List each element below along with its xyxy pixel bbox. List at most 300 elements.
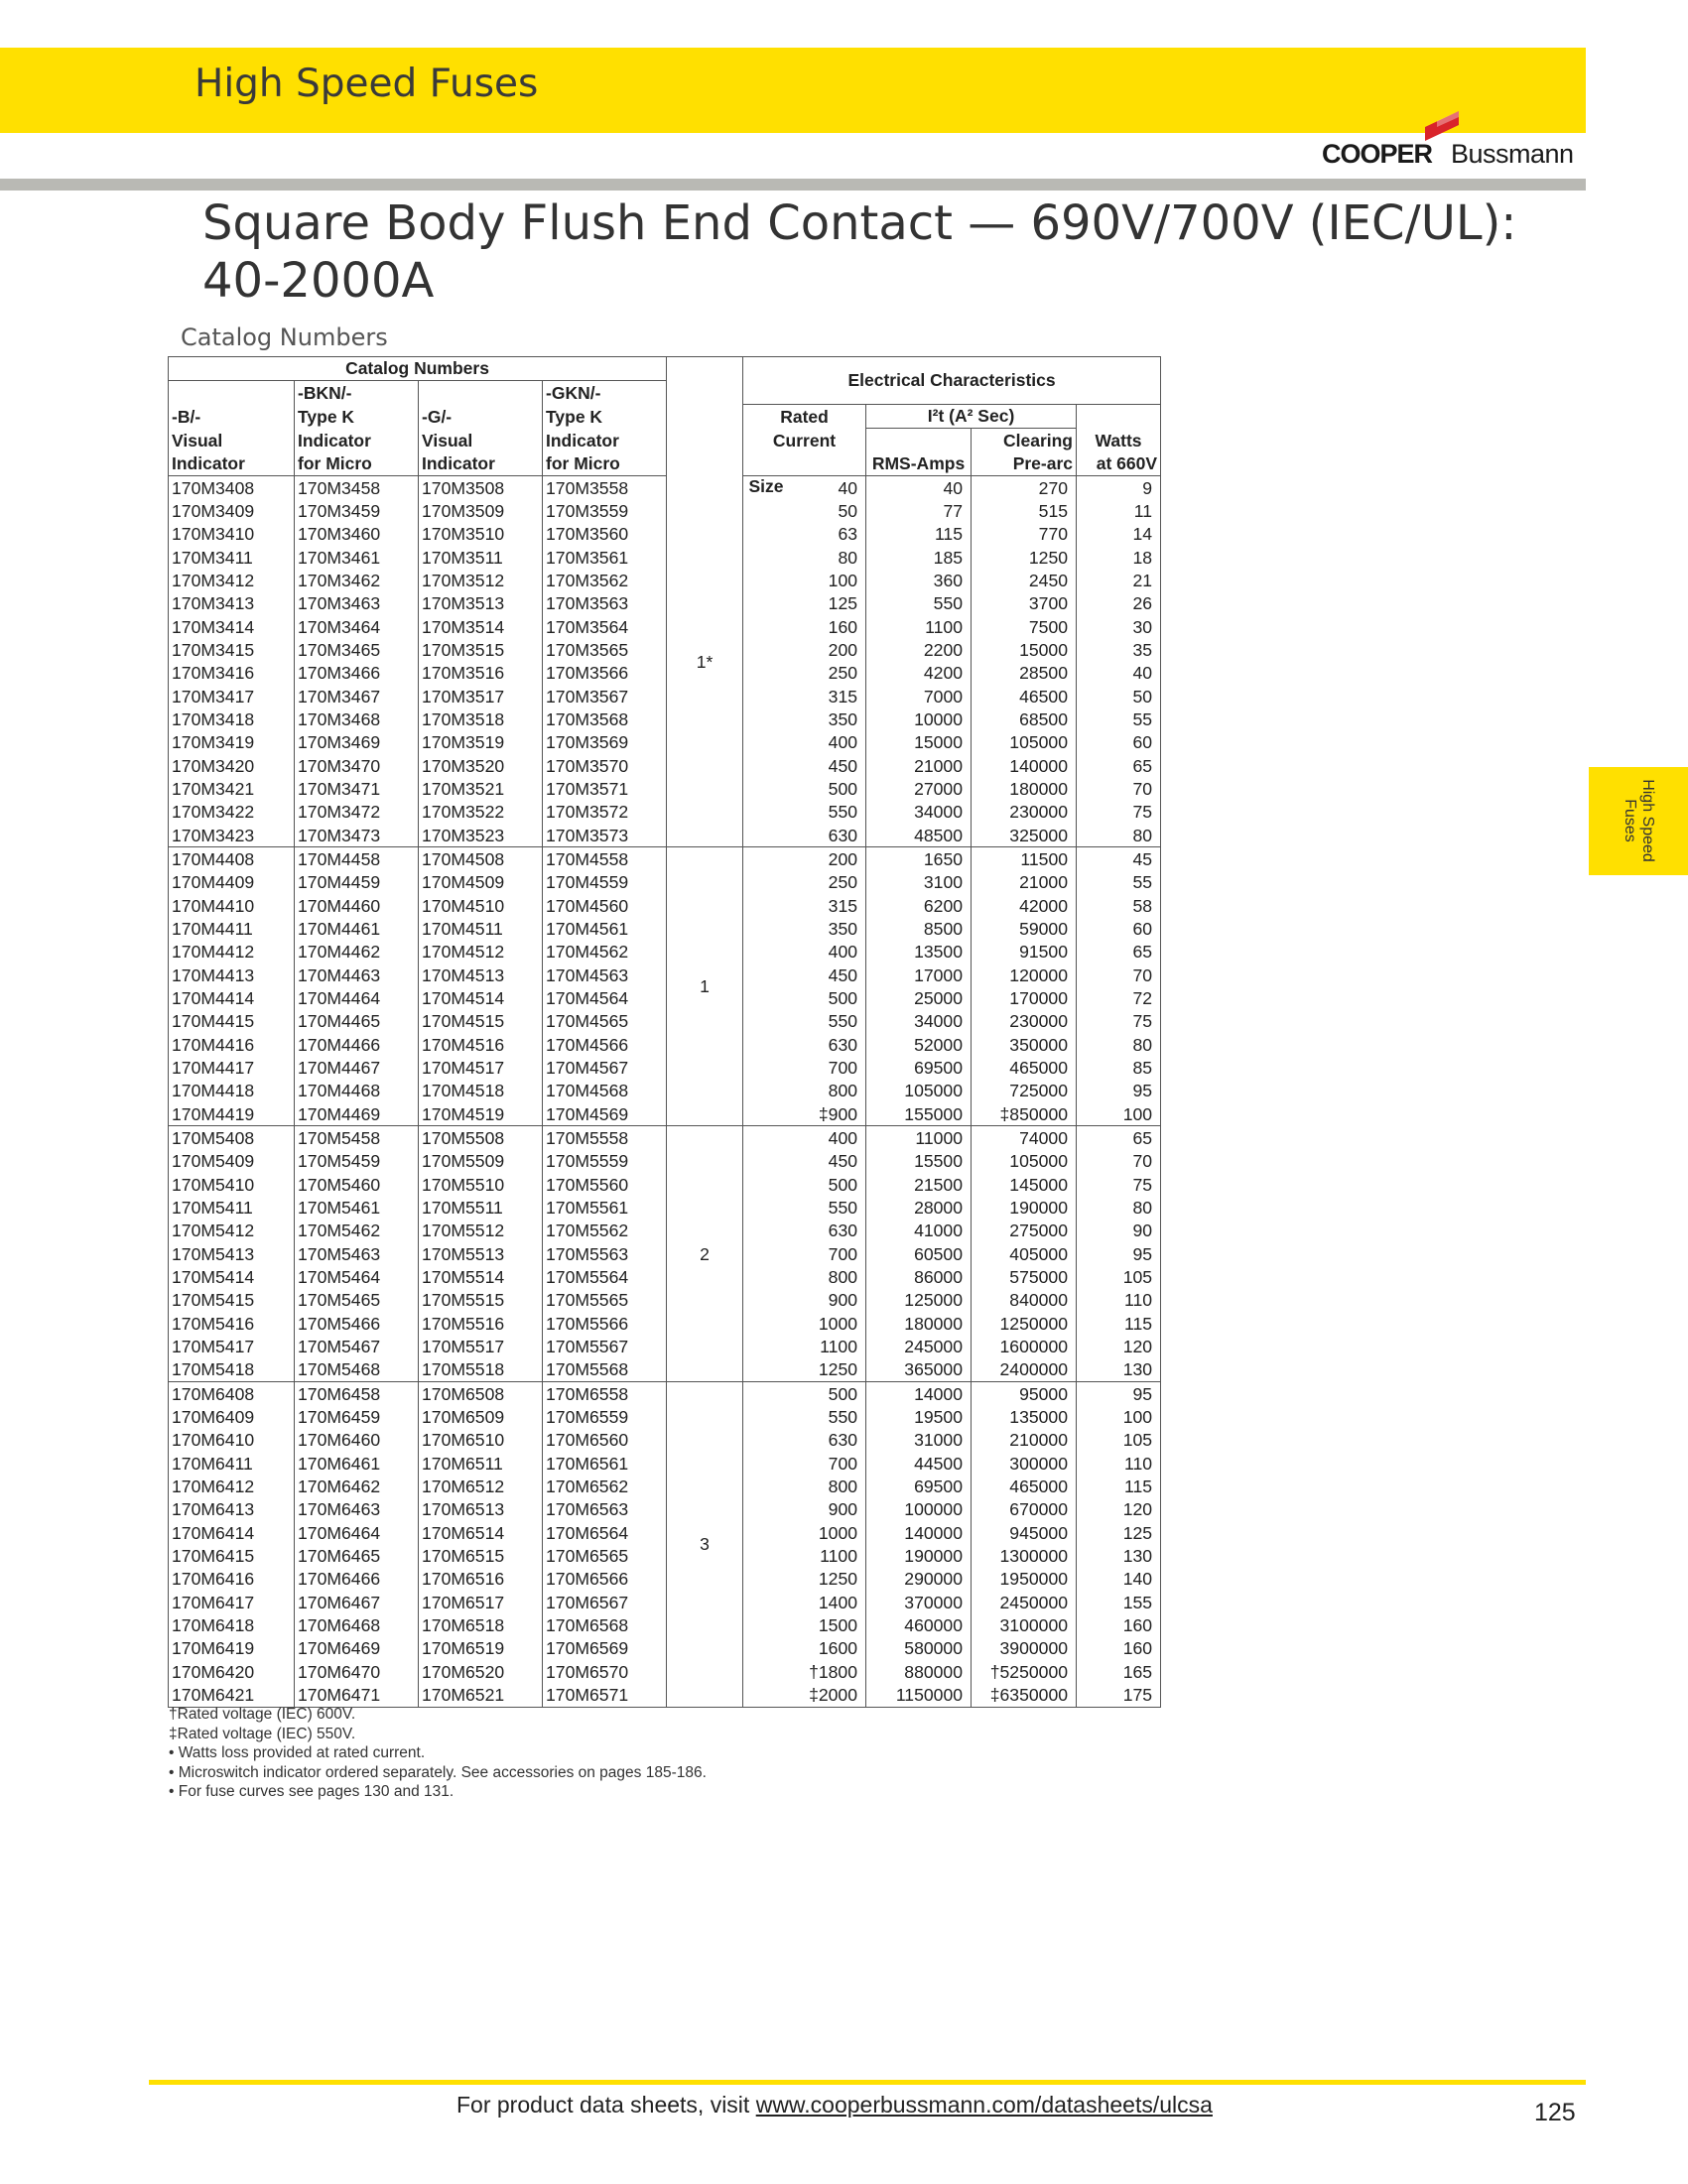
cat-bkn-cell: 170M6458 — [295, 1381, 419, 1405]
table-row — [169, 546, 1161, 569]
prearc-cell: 17000 — [866, 964, 972, 986]
cooper-bussmann-logo — [1322, 107, 1588, 173]
watts-loss-cell: 110 — [1077, 1452, 1161, 1475]
rated-current-cell: †1800 — [743, 1660, 866, 1683]
cat-g-cell: 170M3522 — [419, 801, 543, 824]
table-row — [169, 917, 1161, 940]
header-bkn-line-2: Type K — [295, 405, 419, 429]
prearc-cell: 34000 — [866, 801, 972, 824]
cat-g-cell: 170M6510 — [419, 1429, 543, 1452]
cat-bkn-cell: 170M5467 — [295, 1335, 419, 1357]
cat-b-cell: 170M6412 — [169, 1475, 295, 1497]
cat-gkn-cell: 170M6570 — [543, 1660, 667, 1683]
prearc-cell: 1100 — [866, 615, 972, 638]
cat-bkn-cell: 170M6462 — [295, 1475, 419, 1497]
cat-g-cell: 170M3514 — [419, 615, 543, 638]
table-row — [169, 1568, 1161, 1591]
clearing-cell: 1950000 — [972, 1568, 1077, 1591]
cat-g-cell: 170M6509 — [419, 1405, 543, 1428]
cat-b-cell: 170M5414 — [169, 1265, 295, 1288]
cat-gkn-cell: 170M3565 — [543, 638, 667, 661]
clearing-cell: 21000 — [972, 871, 1077, 894]
cat-b-cell: 170M6418 — [169, 1613, 295, 1636]
cat-g-cell: 170M5515 — [419, 1289, 543, 1312]
clearing-cell: 275000 — [972, 1220, 1077, 1242]
rated-current-cell: 80 — [743, 546, 866, 569]
clearing-cell: 3100000 — [972, 1613, 1077, 1636]
footnote: ‡Rated voltage (IEC) 550V. — [169, 1725, 356, 1742]
cat-gkn-cell: 170M4566 — [543, 1033, 667, 1056]
table-row — [169, 1405, 1161, 1428]
prearc-cell: 185 — [866, 546, 972, 569]
footnote: †Rated voltage (IEC) 600V. — [169, 1706, 356, 1723]
prearc-cell: 115 — [866, 523, 972, 546]
watts-loss-cell: 95 — [1077, 1381, 1161, 1405]
clearing-cell: 180000 — [972, 777, 1077, 800]
prearc-cell: 3100 — [866, 871, 972, 894]
cat-gkn-cell: 170M3573 — [543, 824, 667, 847]
cat-bkn-cell: 170M3465 — [295, 638, 419, 661]
cat-g-cell: 170M6511 — [419, 1452, 543, 1475]
watts-loss-cell: 100 — [1077, 1405, 1161, 1428]
clearing-cell: ‡850000 — [972, 1102, 1077, 1126]
cat-g-cell: 170M3511 — [419, 546, 543, 569]
clearing-cell: 190000 — [972, 1196, 1077, 1219]
cat-gkn-cell: 170M3559 — [543, 499, 667, 522]
table-body — [169, 476, 1161, 1707]
watts-loss-cell: 120 — [1077, 1335, 1161, 1357]
cat-gkn-cell: 170M4563 — [543, 964, 667, 986]
rated-current-cell: 1400 — [743, 1591, 866, 1613]
header-gkn-line-1: -GKN/- — [543, 381, 667, 405]
cat-g-cell: 170M4515 — [419, 1010, 543, 1033]
rated-current-cell: 350 — [743, 707, 866, 730]
rated-current-cell: 100 — [743, 569, 866, 591]
prearc-cell: 880000 — [866, 1660, 972, 1683]
cat-g-cell: 170M6513 — [419, 1498, 543, 1521]
logo-bussmann-text: Bussmann — [1451, 139, 1574, 169]
table-row — [169, 1220, 1161, 1242]
cat-bkn-cell: 170M6470 — [295, 1660, 419, 1683]
clearing-cell: 770 — [972, 523, 1077, 546]
cat-b-cell: 170M5408 — [169, 1126, 295, 1150]
header-watts-line-1: Watts — [1077, 429, 1161, 452]
cat-g-cell: 170M6520 — [419, 1660, 543, 1683]
prearc-cell: 125000 — [866, 1289, 972, 1312]
cat-bkn-cell: 170M4459 — [295, 871, 419, 894]
clearing-cell: 270 — [972, 476, 1077, 500]
prearc-cell: 14000 — [866, 1381, 972, 1405]
table-row — [169, 1056, 1161, 1079]
rated-current-cell: 900 — [743, 1289, 866, 1312]
cat-g-cell: 170M3520 — [419, 754, 543, 777]
cat-g-cell: 170M3516 — [419, 662, 543, 685]
cat-bkn-cell: 170M5460 — [295, 1173, 419, 1196]
table-row — [169, 1358, 1161, 1382]
cat-gkn-cell: 170M5564 — [543, 1265, 667, 1288]
table-row — [169, 1126, 1161, 1150]
cat-g-cell: 170M3512 — [419, 569, 543, 591]
footnotes — [169, 1705, 707, 1802]
table-row — [169, 523, 1161, 546]
table-row — [169, 801, 1161, 824]
table-row — [169, 847, 1161, 871]
watts-loss-cell: 55 — [1077, 707, 1161, 730]
clearing-cell: 140000 — [972, 754, 1077, 777]
prearc-cell: 19500 — [866, 1405, 972, 1428]
prearc-cell: 11000 — [866, 1126, 972, 1150]
prearc-cell: 34000 — [866, 1010, 972, 1033]
cat-bkn-cell: 170M3469 — [295, 731, 419, 754]
cat-gkn-cell: 170M4560 — [543, 894, 667, 917]
cat-gkn-cell: 170M6567 — [543, 1591, 667, 1613]
rated-current-cell: 500 — [743, 1381, 866, 1405]
cat-b-cell: 170M3416 — [169, 662, 295, 685]
clearing-cell: 325000 — [972, 824, 1077, 847]
cat-gkn-cell: 170M4564 — [543, 986, 667, 1009]
watts-loss-cell: 35 — [1077, 638, 1161, 661]
cat-gkn-cell: 170M3570 — [543, 754, 667, 777]
rated-current-cell: 315 — [743, 685, 866, 707]
cat-b-cell: 170M3419 — [169, 731, 295, 754]
table-row — [169, 1591, 1161, 1613]
cat-bkn-cell: 170M6461 — [295, 1452, 419, 1475]
clearing-cell: 300000 — [972, 1452, 1077, 1475]
cat-gkn-cell: 170M4558 — [543, 847, 667, 871]
cat-b-cell: 170M6416 — [169, 1568, 295, 1591]
cat-bkn-cell: 170M6469 — [295, 1637, 419, 1660]
table-row — [169, 964, 1161, 986]
cat-bkn-cell: 170M3467 — [295, 685, 419, 707]
cat-b-cell: 170M3414 — [169, 615, 295, 638]
cat-gkn-cell: 170M3558 — [543, 476, 667, 500]
clearing-cell: 465000 — [972, 1056, 1077, 1079]
cat-gkn-cell: 170M5565 — [543, 1289, 667, 1312]
prearc-cell: 1650 — [866, 847, 972, 871]
watts-loss-cell: 80 — [1077, 1196, 1161, 1219]
prearc-cell: 28000 — [866, 1196, 972, 1219]
cat-g-cell: 170M6508 — [419, 1381, 543, 1405]
cat-b-cell: 170M3412 — [169, 569, 295, 591]
cat-bkn-cell: 170M5462 — [295, 1220, 419, 1242]
cat-g-cell: 170M6519 — [419, 1637, 543, 1660]
cat-bkn-cell: 170M4468 — [295, 1080, 419, 1102]
clearing-cell: 105000 — [972, 1150, 1077, 1173]
header-g-line-1: -G/- — [419, 405, 543, 429]
table-row — [169, 941, 1161, 964]
rated-current-cell: 250 — [743, 871, 866, 894]
cat-b-cell: 170M3409 — [169, 499, 295, 522]
clearing-cell: 105000 — [972, 731, 1077, 754]
table-row — [169, 1173, 1161, 1196]
cat-b-cell: 170M6420 — [169, 1660, 295, 1683]
watts-loss-cell: 75 — [1077, 1010, 1161, 1033]
cat-gkn-cell: 170M4567 — [543, 1056, 667, 1079]
watts-loss-cell: 80 — [1077, 824, 1161, 847]
cat-g-cell: 170M6514 — [419, 1521, 543, 1544]
header-rated-line-3: RMS-Amps — [866, 452, 972, 476]
watts-loss-cell: 72 — [1077, 986, 1161, 1009]
watts-loss-cell: 175 — [1077, 1683, 1161, 1707]
cat-bkn-cell: 170M5458 — [295, 1126, 419, 1150]
table-row — [169, 1010, 1161, 1033]
cat-gkn-cell: 170M5558 — [543, 1126, 667, 1150]
watts-loss-cell: 155 — [1077, 1591, 1161, 1613]
cat-g-cell: 170M4516 — [419, 1033, 543, 1056]
watts-loss-cell: 26 — [1077, 592, 1161, 615]
cat-g-cell: 170M3519 — [419, 731, 543, 754]
rated-current-cell: 1250 — [743, 1358, 866, 1382]
prearc-cell: 365000 — [866, 1358, 972, 1382]
cat-b-cell: 170M4418 — [169, 1080, 295, 1102]
prearc-cell: 245000 — [866, 1335, 972, 1357]
cat-bkn-cell: 170M3468 — [295, 707, 419, 730]
cat-b-cell: 170M4411 — [169, 917, 295, 940]
cat-gkn-cell: 170M5568 — [543, 1358, 667, 1382]
watts-loss-cell: 130 — [1077, 1544, 1161, 1567]
watts-loss-cell: 110 — [1077, 1289, 1161, 1312]
table-row — [169, 638, 1161, 661]
cat-bkn-cell: 170M6468 — [295, 1613, 419, 1636]
cat-b-cell: 170M3420 — [169, 754, 295, 777]
rated-current-cell: 1000 — [743, 1312, 866, 1335]
cat-b-cell: 170M4413 — [169, 964, 295, 986]
cat-b-cell: 170M3415 — [169, 638, 295, 661]
table-row — [169, 1335, 1161, 1357]
cat-gkn-cell: 170M6561 — [543, 1452, 667, 1475]
prearc-cell: 69500 — [866, 1475, 972, 1497]
header-b-line-1: -B/- — [169, 405, 295, 429]
cat-bkn-cell: 170M5461 — [295, 1196, 419, 1219]
prearc-cell: 77 — [866, 499, 972, 522]
side-tab-line-2: Fuses — [1622, 799, 1638, 842]
rated-current-cell: 315 — [743, 894, 866, 917]
cat-b-cell: 170M6408 — [169, 1381, 295, 1405]
cat-bkn-cell: 170M6459 — [295, 1405, 419, 1428]
header-clearing-line-1: Clearing — [972, 429, 1077, 452]
cat-bkn-cell: 170M6465 — [295, 1544, 419, 1567]
cat-gkn-cell: 170M5560 — [543, 1173, 667, 1196]
cat-gkn-cell: 170M5562 — [543, 1220, 667, 1242]
cat-g-cell: 170M3509 — [419, 499, 543, 522]
logo-mark-icon — [1419, 107, 1459, 141]
cat-gkn-cell: 170M6568 — [543, 1613, 667, 1636]
cat-b-cell: 170M4419 — [169, 1102, 295, 1126]
cat-b-cell: 170M3421 — [169, 777, 295, 800]
prearc-cell: 360 — [866, 569, 972, 591]
watts-loss-cell: 60 — [1077, 917, 1161, 940]
cat-b-cell: 170M5413 — [169, 1242, 295, 1265]
rated-current-cell: 1000 — [743, 1521, 866, 1544]
cat-bkn-cell: 170M5465 — [295, 1289, 419, 1312]
rated-current-cell: 500 — [743, 986, 866, 1009]
rated-current-cell: 400 — [743, 941, 866, 964]
cat-b-cell: 170M3422 — [169, 801, 295, 824]
cat-bkn-cell: 170M5464 — [295, 1265, 419, 1288]
cat-gkn-cell: 170M4561 — [543, 917, 667, 940]
watts-loss-cell: 95 — [1077, 1242, 1161, 1265]
rated-current-cell: 630 — [743, 1033, 866, 1056]
cat-b-cell: 170M5411 — [169, 1196, 295, 1219]
side-tab-label — [1621, 779, 1656, 862]
cat-g-cell: 170M4517 — [419, 1056, 543, 1079]
header-clearing-line-2: at 660V — [1077, 452, 1161, 476]
clearing-cell: 515 — [972, 499, 1077, 522]
cat-bkn-cell: 170M4469 — [295, 1102, 419, 1126]
rated-current-cell: 400 — [743, 1126, 866, 1150]
cat-b-cell: 170M6421 — [169, 1683, 295, 1707]
clearing-cell: 405000 — [972, 1242, 1077, 1265]
prearc-cell: 140000 — [866, 1521, 972, 1544]
prearc-cell: 6200 — [866, 894, 972, 917]
cat-g-cell: 170M5514 — [419, 1265, 543, 1288]
table-row — [169, 1242, 1161, 1265]
cat-gkn-cell: 170M6558 — [543, 1381, 667, 1405]
cat-gkn-cell: 170M3560 — [543, 523, 667, 546]
prearc-cell: 40 — [866, 476, 972, 500]
cat-gkn-cell: 170M6565 — [543, 1544, 667, 1567]
cat-g-cell: 170M4519 — [419, 1102, 543, 1126]
footer-divider — [149, 2080, 1586, 2085]
watts-loss-cell: 100 — [1077, 1102, 1161, 1126]
watts-loss-cell: 165 — [1077, 1660, 1161, 1683]
clearing-cell: 2450 — [972, 569, 1077, 591]
prearc-cell: 21000 — [866, 754, 972, 777]
cat-gkn-cell: 170M3568 — [543, 707, 667, 730]
prearc-cell: 27000 — [866, 777, 972, 800]
clearing-cell: 840000 — [972, 1289, 1077, 1312]
table-row — [169, 894, 1161, 917]
clearing-cell: 46500 — [972, 685, 1077, 707]
cat-bkn-cell: 170M4461 — [295, 917, 419, 940]
prearc-cell: 2200 — [866, 638, 972, 661]
banner-title: High Speed Fuses — [195, 62, 539, 106]
prearc-cell: 460000 — [866, 1613, 972, 1636]
prearc-cell: 100000 — [866, 1498, 972, 1521]
table-row — [169, 1521, 1161, 1544]
cat-b-cell: 170M4408 — [169, 847, 295, 871]
prearc-cell: 21500 — [866, 1173, 972, 1196]
table-row — [169, 1312, 1161, 1335]
cat-bkn-cell: 170M4464 — [295, 986, 419, 1009]
watts-loss-cell: 120 — [1077, 1498, 1161, 1521]
clearing-cell: 1600000 — [972, 1335, 1077, 1357]
rated-current-cell: 125 — [743, 592, 866, 615]
rated-current-cell: 700 — [743, 1452, 866, 1475]
table-row — [169, 871, 1161, 894]
cat-gkn-cell: 170M6563 — [543, 1498, 667, 1521]
rated-current-cell: 550 — [743, 1010, 866, 1033]
watts-loss-cell: 18 — [1077, 546, 1161, 569]
cat-bkn-cell: 170M3473 — [295, 824, 419, 847]
cat-b-cell: 170M6414 — [169, 1521, 295, 1544]
watts-loss-cell: 45 — [1077, 847, 1161, 871]
catalog-numbers-group-header: Catalog Numbers — [169, 357, 667, 381]
clearing-cell: 68500 — [972, 707, 1077, 730]
cat-gkn-cell: 170M6571 — [543, 1683, 667, 1707]
table-row — [169, 1381, 1161, 1405]
cat-bkn-cell: 170M3460 — [295, 523, 419, 546]
page-number: 125 — [1534, 2099, 1576, 2126]
cat-bkn-cell: 170M6466 — [295, 1568, 419, 1591]
cat-g-cell: 170M6516 — [419, 1568, 543, 1591]
rated-current-cell: 500 — [743, 777, 866, 800]
prearc-cell: 13500 — [866, 941, 972, 964]
cat-b-cell: 170M3411 — [169, 546, 295, 569]
cat-g-cell: 170M5513 — [419, 1242, 543, 1265]
watts-loss-cell: 105 — [1077, 1265, 1161, 1288]
prearc-cell: 8500 — [866, 917, 972, 940]
cat-bkn-cell: 170M6463 — [295, 1498, 419, 1521]
cat-bkn-cell: 170M3471 — [295, 777, 419, 800]
cat-b-cell: 170M4409 — [169, 871, 295, 894]
header-bkn-line-3: Indicator — [295, 429, 419, 452]
cat-gkn-cell: 170M5566 — [543, 1312, 667, 1335]
cat-b-cell: 170M6419 — [169, 1637, 295, 1660]
cat-g-cell: 170M4509 — [419, 871, 543, 894]
clearing-cell: 945000 — [972, 1521, 1077, 1544]
rated-current-cell: ‡900 — [743, 1102, 866, 1126]
cat-b-cell: 170M6411 — [169, 1452, 295, 1475]
side-tab-line-1: High Speed — [1639, 779, 1656, 862]
datasheets-link[interactable]: www.cooperbussmann.com/datasheets/ulcsa — [755, 2092, 1213, 2118]
clearing-cell: 7500 — [972, 615, 1077, 638]
prearc-cell: 370000 — [866, 1591, 972, 1613]
header-rated-line-2: Current — [743, 429, 866, 452]
cat-g-cell: 170M4510 — [419, 894, 543, 917]
fuse-catalog-table — [168, 356, 1161, 1708]
prearc-cell: 25000 — [866, 986, 972, 1009]
clearing-cell: 2450000 — [972, 1591, 1077, 1613]
watts-loss-cell: 85 — [1077, 1056, 1161, 1079]
cat-g-cell: 170M3510 — [419, 523, 543, 546]
cat-bkn-cell: 170M3461 — [295, 546, 419, 569]
clearing-cell: 3700 — [972, 592, 1077, 615]
prearc-cell: 15000 — [866, 731, 972, 754]
cat-g-cell: 170M5510 — [419, 1173, 543, 1196]
table-row — [169, 986, 1161, 1009]
cat-g-cell: 170M6518 — [419, 1613, 543, 1636]
table-row — [169, 592, 1161, 615]
rated-current-cell: 350 — [743, 917, 866, 940]
cat-b-cell: 170M5410 — [169, 1173, 295, 1196]
cat-gkn-cell: 170M3564 — [543, 615, 667, 638]
cat-gkn-cell: 170M3571 — [543, 777, 667, 800]
rated-current-cell: 1100 — [743, 1335, 866, 1357]
prearc-cell: 290000 — [866, 1568, 972, 1591]
watts-loss-cell: 40 — [1077, 662, 1161, 685]
rated-current-cell: 450 — [743, 1150, 866, 1173]
rated-current-cell: 800 — [743, 1265, 866, 1288]
prearc-cell: 44500 — [866, 1452, 972, 1475]
table-row — [169, 1289, 1161, 1312]
page-title: Square Body Flush End Contact — 690V/700V (IEC/UL): 40-2000A — [202, 195, 1517, 309]
cat-gkn-cell: 170M4565 — [543, 1010, 667, 1033]
cat-b-cell: 170M3413 — [169, 592, 295, 615]
cat-b-cell: 170M3418 — [169, 707, 295, 730]
table-row — [169, 1102, 1161, 1126]
cat-gkn-cell: 170M6566 — [543, 1568, 667, 1591]
prearc-cell: 155000 — [866, 1102, 972, 1126]
cat-gkn-cell: 170M5561 — [543, 1196, 667, 1219]
prearc-cell: 1150000 — [866, 1683, 972, 1707]
cat-gkn-cell: 170M5559 — [543, 1150, 667, 1173]
header-gkn-line-4: for Micro — [543, 452, 667, 476]
watts-loss-cell: 9 — [1077, 476, 1161, 500]
table-row — [169, 1033, 1161, 1056]
clearing-cell: 120000 — [972, 964, 1077, 986]
clearing-cell: 135000 — [972, 1405, 1077, 1428]
